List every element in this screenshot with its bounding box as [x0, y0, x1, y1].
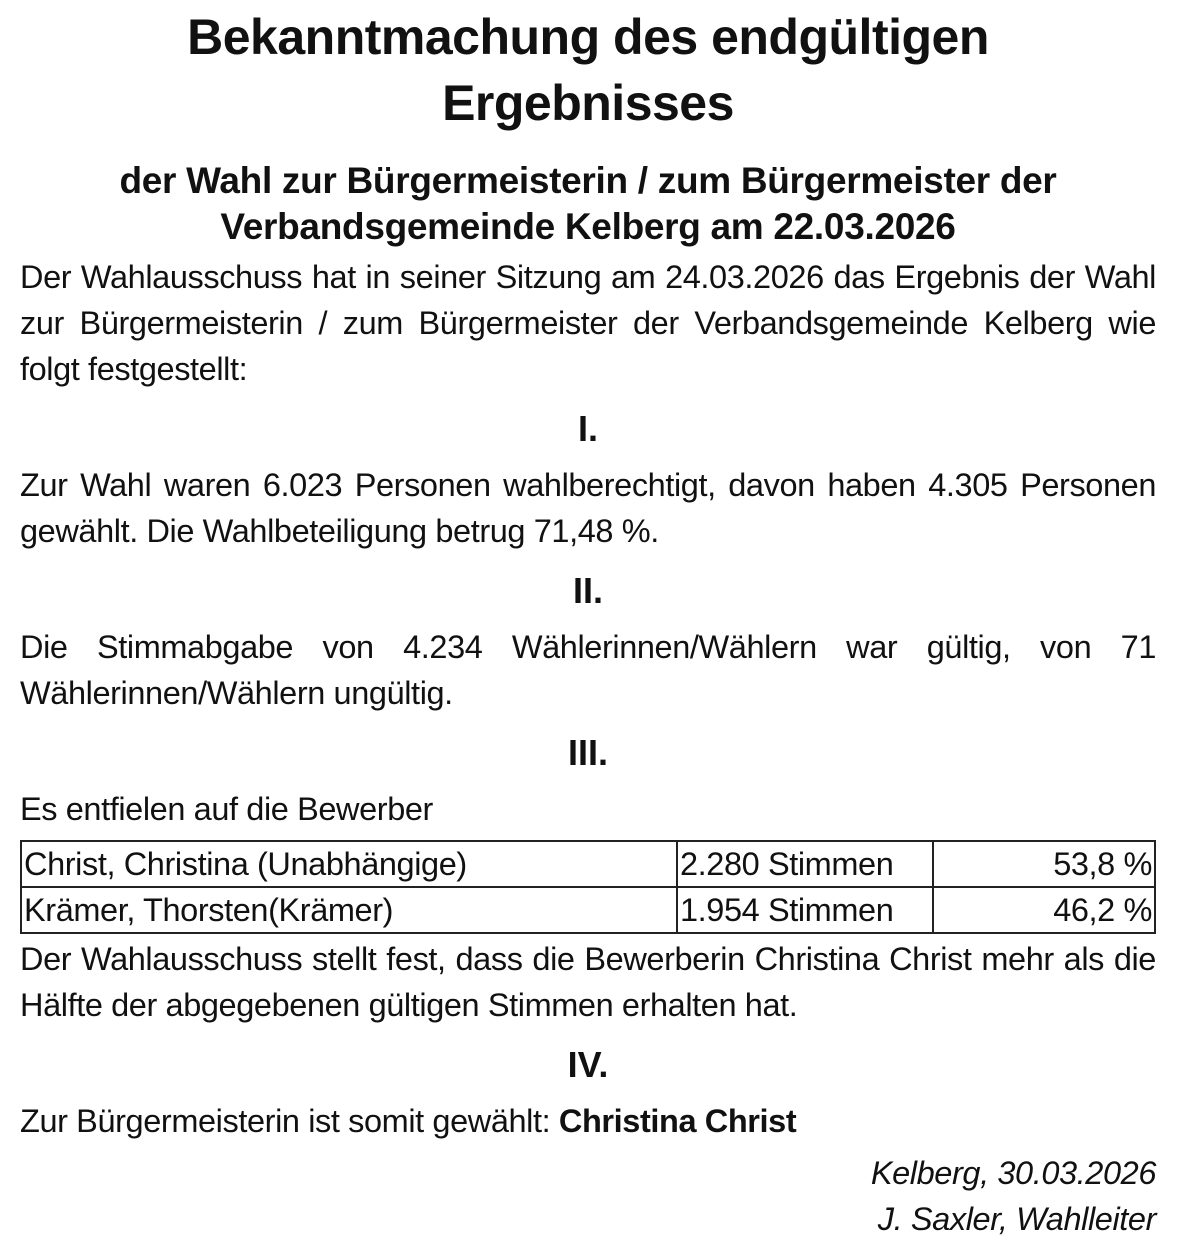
table-row — [21, 841, 1155, 887]
validity-paragraph: Die Stimmabgabe von 4.234 Wählerinnen/Wählern war gültig, von 71 Wählerinnen/Wählern ungültig. — [20, 629, 1156, 711]
table-row — [21, 887, 1155, 933]
majority-paragraph: Der Wahlausschuss stellt fest, dass die Bewerberin Christina Christ mehr als die Hälfte der abgegebenen gültigen Stimmen erhalten hat. — [20, 941, 1156, 1023]
signer: J. Saxler, Wahlleiter — [877, 1201, 1156, 1237]
candidate-name: Krämer, Thorsten(Krämer) — [21, 887, 677, 933]
candidate-percent: 46,2 % — [933, 887, 1155, 933]
section-heading-2: II. — [572, 570, 603, 611]
elected-winner: Christina Christ — [558, 1103, 797, 1139]
results-table — [20, 840, 1156, 934]
place-date: Kelberg, 30.03.2026 — [870, 1155, 1156, 1191]
announcement-page — [0, 4, 1180, 1243]
title-line-2: Ergebnisses — [442, 75, 734, 131]
document-subtitle — [20, 158, 1156, 250]
section-heading-3: III. — [567, 732, 608, 773]
intro-paragraph: Der Wahlausschuss hat in seiner Sitzung am 24.03.2026 das Ergebnis der Wahl zur Bürgermeisterin / zum Bürgermeister der Verbandsgemeinde Kelberg wie folgt festgestellt: — [20, 259, 1156, 387]
document-title — [20, 4, 1156, 136]
candidate-votes: 1.954 Stimmen — [677, 887, 933, 933]
section-heading-1: I. — [577, 408, 598, 449]
turnout-paragraph: Zur Wahl waren 6.023 Personen wahlberechtigt, davon haben 4.305 Personen gewählt. Die Wahlbeteiligung betrug 71,48 %. — [20, 467, 1156, 549]
candidates-lead: Es entfielen auf die Bewerber — [20, 791, 433, 827]
subtitle-line-2: Verbandsgemeinde Kelberg am 22.03.2026 — [220, 206, 956, 247]
subtitle-line-1: der Wahl zur Bürgermeisterin / zum Bürgermeister der — [119, 160, 1057, 201]
candidate-percent: 53,8 % — [933, 841, 1155, 887]
result-prefix: Zur Bürgermeisterin ist somit gewählt: — [20, 1103, 559, 1139]
section-heading-4: IV. — [567, 1044, 609, 1085]
candidate-name: Christ, Christina (Unabhängige) — [21, 841, 677, 887]
candidate-votes: 2.280 Stimmen — [677, 841, 933, 887]
title-line-1: Bekanntmachung des endgültigen — [187, 9, 989, 65]
signature-block — [20, 1150, 1156, 1242]
result-paragraph — [20, 1098, 1156, 1144]
